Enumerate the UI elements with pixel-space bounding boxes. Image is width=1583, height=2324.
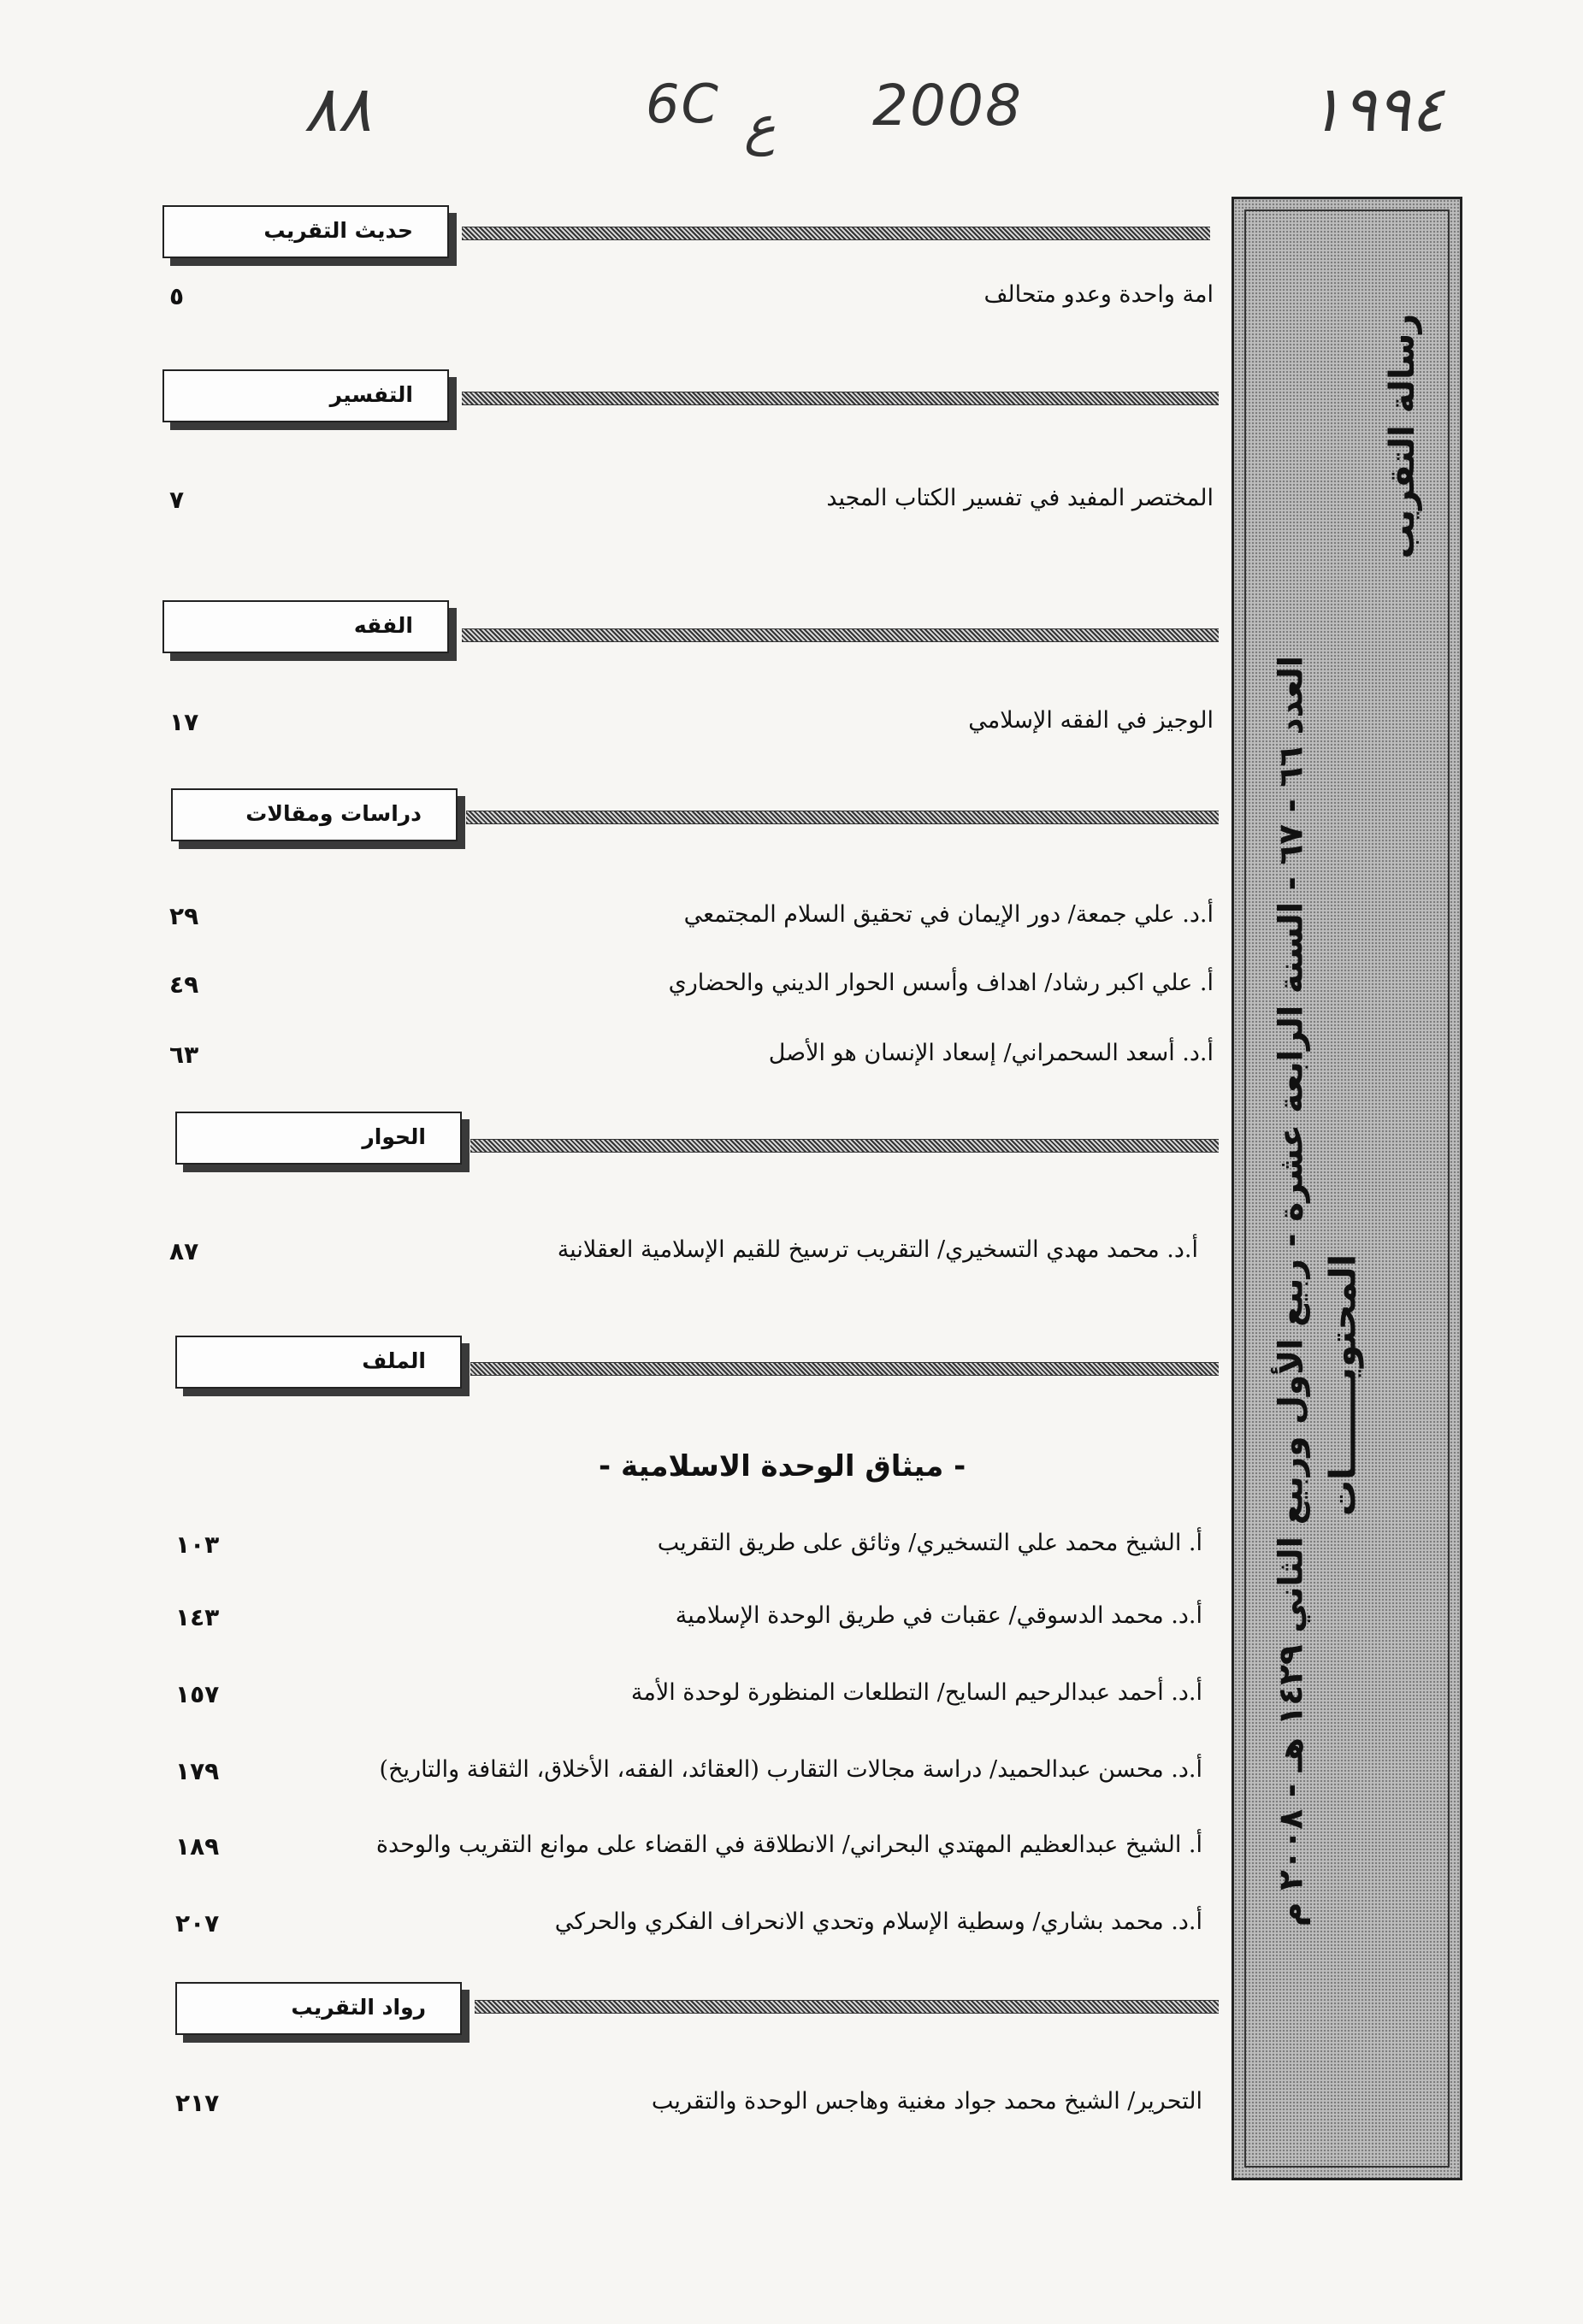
- file-subtitle: - ميثاق الوحدة الاسلامية -: [599, 1449, 966, 1483]
- section-header-pioneers: رواد التقريب: [175, 1982, 462, 2035]
- toc-entry-title: التحرير/ الشيخ محمد جواد مغنية وهاجس الوحدة والتقريب: [651, 2088, 1202, 2115]
- toc-entry-title: امة واحدة وعدو متحالف: [983, 281, 1214, 308]
- toc-entry-page: ١٧٩: [175, 1757, 220, 1785]
- toc-entry-title: الوجيز في الفقه الإسلامي: [968, 707, 1214, 734]
- section-divider: [466, 811, 1219, 824]
- toc-entry-page: ٢١٧: [175, 2089, 220, 2117]
- toc-entry-title: أ.د. علي جمعة/ دور الإيمان في تحقيق السلام المجتمعي: [683, 901, 1214, 928]
- toc-entry-page: ٨٧: [169, 1237, 199, 1265]
- handwritten-note-issue: ١٩٩٤: [1308, 73, 1444, 146]
- handwritten-note-code: 6C: [646, 73, 720, 135]
- toc-entry-page: ٢٠٧: [175, 1909, 220, 1938]
- toc-entry-title: أ.د. أسعد السحمراني/ إسعاد الإنسان هو الأصل: [768, 1040, 1214, 1066]
- contents-banner: [1232, 197, 1462, 2180]
- toc-entry-title: أ.د. محسن عبدالحميد/ دراسة مجالات التقارب (العقائد، الفقه، الأخلاق، الثقافة والتاريخ): [379, 1756, 1202, 1783]
- toc-entry-title: أ.د. محمد مهدي التسخيري/ التقريب ترسيخ للقيم الإسلامية العقلانية: [557, 1236, 1198, 1263]
- toc-entry-title: المختصر المفيد في تفسير الكتاب المجيد: [826, 485, 1214, 511]
- section-divider: [470, 1139, 1219, 1153]
- toc-entry-title: أ.د. أحمد عبدالرحيم السايح/ التطلعات المنظورة لوحدة الأمة: [630, 1679, 1202, 1706]
- section-header-tafsir: التفسير: [162, 369, 449, 422]
- toc-entry-title: أ. الشيخ محمد علي التسخيري/ وثائق على طريق التقريب: [657, 1530, 1202, 1556]
- toc-entry-title: أ.د. محمد بشاري/ وسطية الإسلام وتحدي الانحراف الفكري والحركي: [554, 1908, 1202, 1935]
- banner-issue-info: العدد ٦٦ - ٦٧ - السنة الرابعة عشرة - ربيع الأول وربيع الثاني ١٤٢٩ هـ - ٢٠٠٨ م: [1272, 655, 1311, 1927]
- banner-contents-heading: المحتويـــــــات: [1321, 1253, 1364, 1517]
- section-header-file: الملف: [175, 1336, 462, 1389]
- toc-entry-title: أ.د. محمد الدسوقي/ عقبات في طريق الوحدة الإسلامية: [675, 1602, 1202, 1629]
- toc-entry-page: ١٨٩: [175, 1832, 220, 1861]
- toc-entry-page: ١٧: [169, 708, 199, 736]
- toc-entry-page: ٤٩: [169, 970, 199, 999]
- toc-entry-title: أ. الشيخ عبدالعظيم المهتدي البحراني/ الانطلاقة في القضاء على موانع التقريب والوحدة: [375, 1831, 1202, 1858]
- section-divider: [475, 2000, 1219, 2014]
- banner-journal-title: رسالة التقريب: [1383, 313, 1422, 559]
- handwritten-note-letter: ع: [744, 94, 776, 156]
- section-divider: [470, 1362, 1219, 1376]
- handwritten-note-left: ٨٨: [304, 73, 372, 146]
- section-header-fiqh: الفقه: [162, 600, 449, 653]
- section-header-studies: دراسات ومقالات: [171, 788, 458, 841]
- handwritten-note-year: 2008: [872, 73, 1023, 139]
- section-divider: [462, 392, 1219, 405]
- toc-entry-page: ١٥٧: [175, 1680, 220, 1708]
- toc-entry-page: ١٠٣: [175, 1531, 220, 1559]
- toc-entry-page: ٧: [169, 486, 185, 514]
- section-divider: [462, 628, 1219, 642]
- toc-entry-page: ٥: [169, 282, 185, 310]
- section-header-dialogue: الحوار: [175, 1112, 462, 1165]
- toc-entry-page: ١٤٣: [175, 1603, 220, 1631]
- toc-entry-title: أ. علي اكبر رشاد/ اهداف وأسس الحوار الديني والحضاري: [668, 970, 1214, 996]
- section-divider: [462, 227, 1210, 240]
- toc-entry-page: ٢٩: [169, 902, 199, 930]
- toc-entry-page: ٦٣: [169, 1041, 199, 1069]
- section-header-taqrib-talk: حديث التقريب: [162, 205, 449, 258]
